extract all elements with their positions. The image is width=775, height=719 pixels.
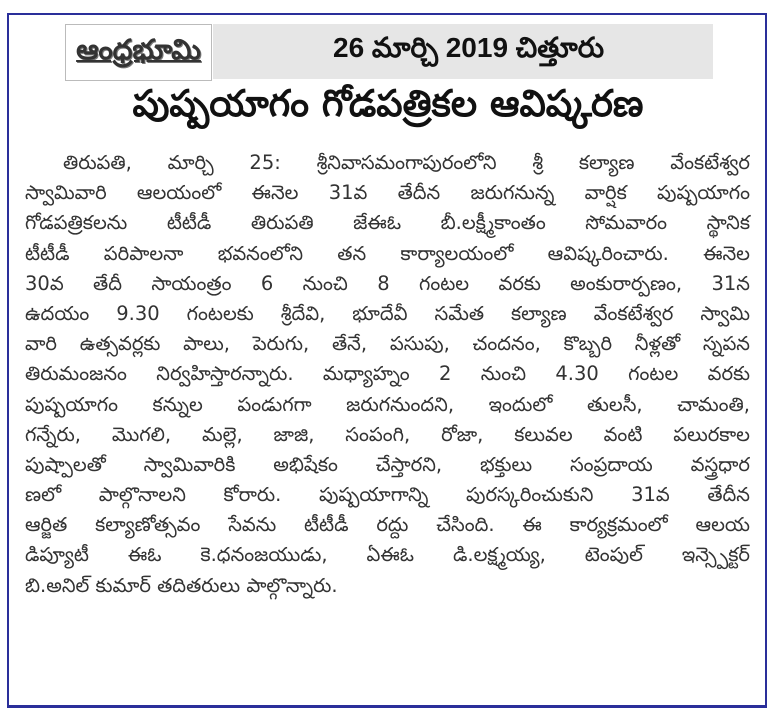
article-line: తిరుపతి, మార్చి 25: శ్రీనివాసమంగాపురంలోని శ్రీ కల్యాణ వేంకటేశ్వర	[63, 151, 750, 174]
article-line: ఉదయం 9.30 గంటలకు శ్రీదేవి, భూదేవీ సమేత కల్యాణ వేంకటేశ్వర స్వామి	[25, 301, 750, 325]
article-body	[25, 148, 750, 601]
article-line: డిప్యూటీ ఈఓ కె.ధనంజయుడు, ఏఈఓ డి.లక్ష్మయ్య, టెంపుల్ ఇన్స్పెక్టర్	[25, 543, 750, 567]
headline: పుష్పయాగం గోడపత్రికల ఆవిష్కరణ	[132, 82, 644, 125]
article-line: ఆర్జిత కల్యాణోత్సవం సేవను టీటీడీ రద్దు చేసింది. ఈ కార్యక్రమంలో ఆలయ	[25, 513, 750, 537]
newspaper-logo: ఆంధ్రభూమి	[76, 32, 201, 66]
article-line: స్వామివారి ఆలయంలో ఈనెల 31వ తేదీన జరుగనున్న వార్షిక పుష్పయాగం	[25, 181, 750, 205]
dateline: 26 మార్చి 2019 చిత్తూరు	[213, 24, 713, 79]
article-line: ణలో పాల్గొనాలని కోరారు. పుష్పయాగాన్ని పురస్కరించుకుని 31వ తేదీన	[25, 483, 750, 507]
article-line: పుష్పయాగం కన్నుల పండుగగా జరుగనుందని, ఇందులో తులసీ, చామంతి,	[25, 392, 750, 416]
article-line: గోడపత్రికలను టీటీడీ తిరుపతి జేఈఓ బీ.లక్ష్మీకాంతం సోమవారం స్థానిక	[25, 211, 750, 235]
article-line: తిరుమంజనం నిర్వహిస్తారన్నారు. మధ్యాహ్నం 2 నుంచి 4.30 గంటల వరకు	[25, 362, 750, 386]
article-line: టీటీడీ పరిపాలనా భవనంలోని తన కార్యాలయంలో ఆవిష్కరించారు. ఈనెల	[25, 241, 750, 265]
article-line: బి.అనిల్ కుమార్ తదితరులు పాల్గొన్నారు.	[25, 573, 338, 597]
newspaper-masthead	[65, 24, 212, 81]
article-line: వారి ఉత్సవర్లకు పాలు, పెరుగు, తేనే, పసుపు, చందనం, కొబ్బరి నీళ్లతో స్నపన	[25, 332, 750, 356]
article-line: 30వ తేదీ సాయంత్రం 6 నుంచి 8 గంటల వరకు అంకురార్పణం, 31న	[25, 271, 750, 295]
article-line: పుష్పాలతో స్వామివారికి అభిషేకం చేస్తారని, భక్తులు సంప్రదాయ వస్త్రధార	[25, 452, 750, 476]
article-line: గన్నేరు, మొగలి, మల్లె, జాజి, సంపంగి, రోజా, కలువల వంటి పలురకాల	[25, 422, 750, 446]
